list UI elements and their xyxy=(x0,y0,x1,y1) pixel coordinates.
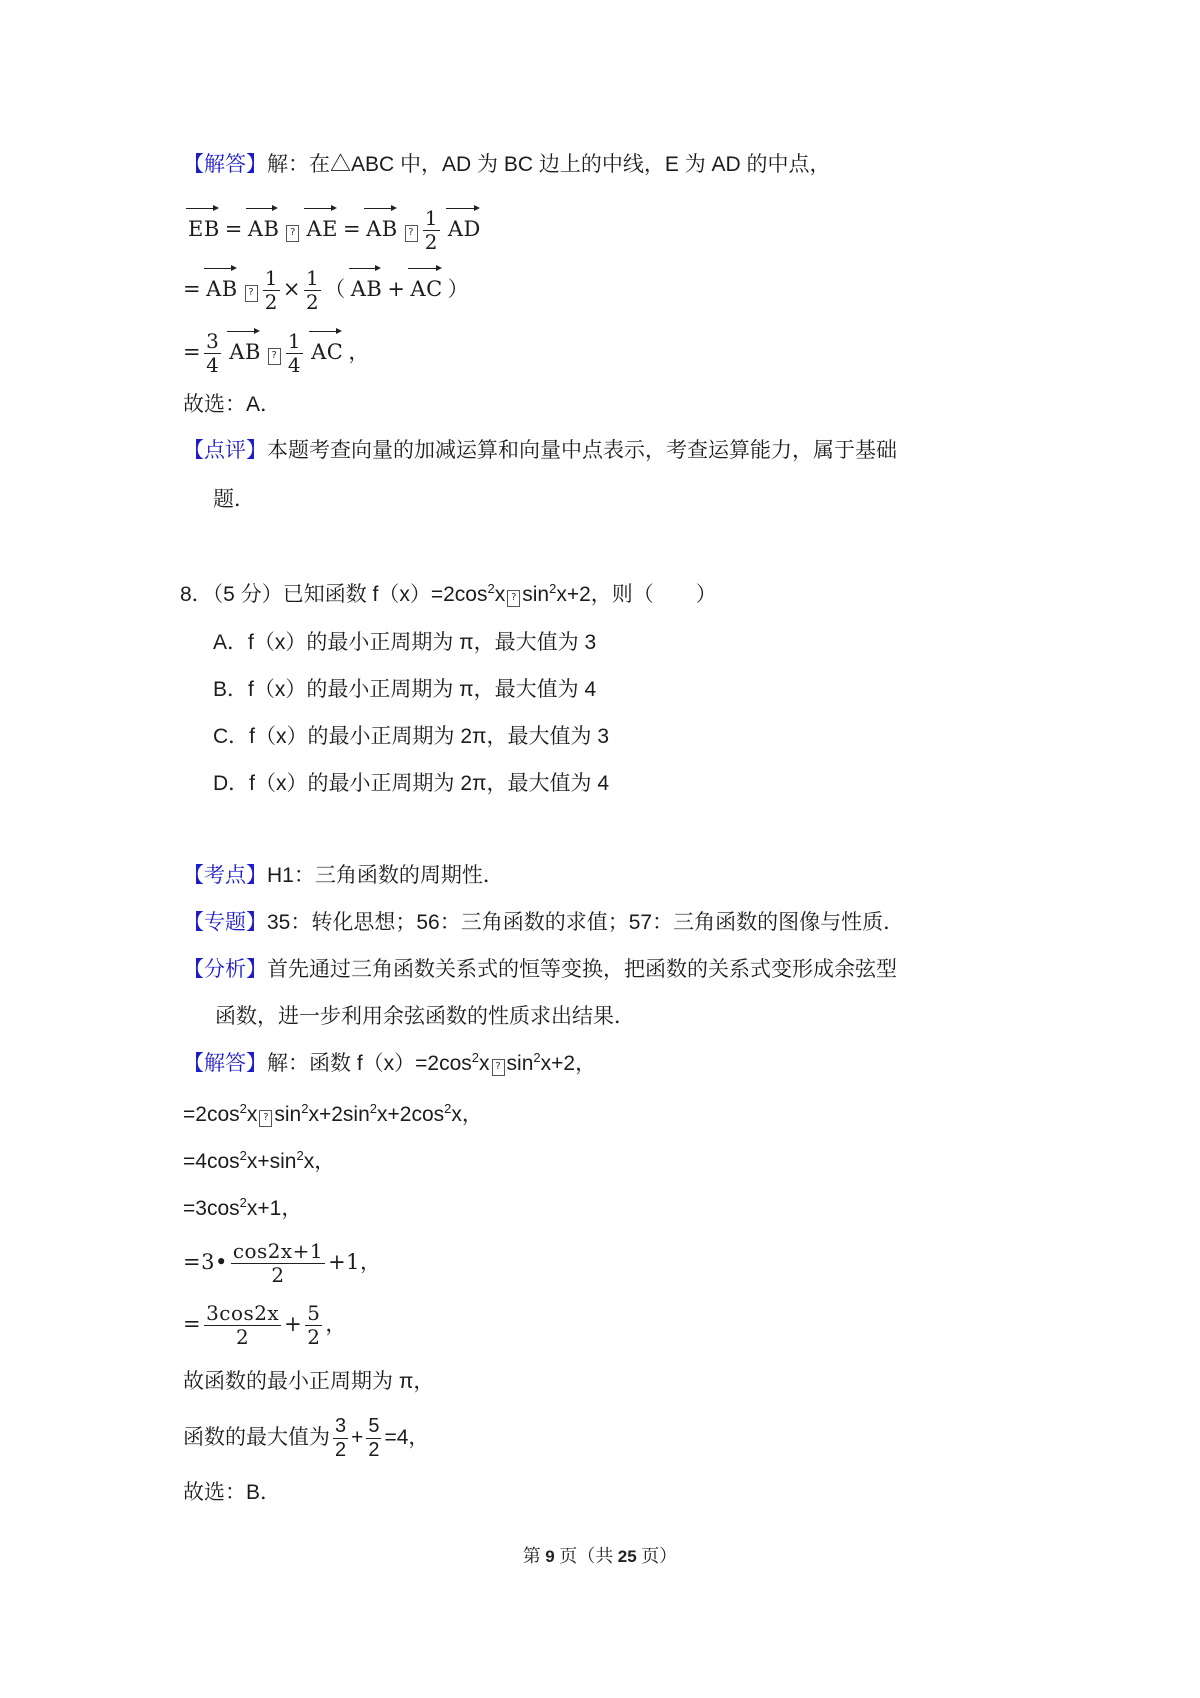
question8-option-b: B．f（x）的最小正周期为 π，最大值为 4 xyxy=(213,678,597,701)
missing-glyph-box: ? xyxy=(405,225,418,242)
solution7-comment-line-2: 题． xyxy=(213,488,255,511)
question8-period-text: 故函数的最小正周期为 π， xyxy=(183,1370,435,1393)
superscript: 2 xyxy=(296,1148,304,1163)
fraction: $\frac{1}{4}$ xyxy=(287,329,302,377)
solution7-vector-formula-3: = $\frac{3}{4}$ AB ? $\frac{1}{4}$ AC ， xyxy=(183,329,370,377)
comment-text: 本题考查向量的加减运算和向量中点表示，考查运算能力，属于基础 xyxy=(267,439,897,462)
footer-text-prefix: 第 xyxy=(522,1546,546,1566)
fraction: $\frac{3}{2}$ xyxy=(335,1415,347,1461)
vector-arrow-AC: AC xyxy=(408,265,444,304)
question8-jieda-line xyxy=(183,1049,596,1079)
superscript: 2 xyxy=(301,1101,309,1116)
missing-glyph-box: ? xyxy=(268,348,281,365)
question8-option-c: C．f（x）的最小正周期为 2π，最大值为 3 xyxy=(213,725,610,748)
question8-fenxi-line xyxy=(183,955,897,985)
question8-option-a: A．f（x）的最小正周期为 π，最大值为 3 xyxy=(213,631,597,654)
fraction: $\frac{5}{2}$ xyxy=(307,1301,321,1349)
question8-zhuanti-line xyxy=(183,908,904,938)
solution7-comment-line xyxy=(183,436,897,466)
answer-label: 【解答】 xyxy=(183,153,267,176)
footer-total-pages: 25 xyxy=(617,1547,637,1566)
kaodian-text: H1：三角函数的周期性． xyxy=(267,864,504,887)
comment-label: 【点评】 xyxy=(183,439,267,462)
superscript: 2 xyxy=(369,1101,378,1116)
solution7-answer-line xyxy=(183,150,831,180)
footer-text-mid: 页（共 xyxy=(554,1546,618,1566)
missing-glyph-box: ? xyxy=(492,1059,505,1076)
page-footer xyxy=(0,1542,1200,1568)
question8-option-d: D．f（x）的最小正周期为 2π，最大值为 4 xyxy=(213,772,610,795)
kaodian-label: 【考点】 xyxy=(183,864,267,887)
zhuanti-text: 35：转化思想；56：三角函数的求值；57：三角函数的图像与性质． xyxy=(267,911,905,934)
fraction: $\frac{1}{2}$ xyxy=(264,266,278,314)
answer-intro-text: 解：在△ABC 中，AD 为 BC 边上的中线，E 为 AD 的中点， xyxy=(267,153,831,176)
question8-eq-2: $=4\cos^2x+\sin^2x$， xyxy=(183,1148,336,1173)
superscript: 2 xyxy=(471,1050,480,1065)
jieda-intro: 解：函数 $f(x)=2\cos^2x$ ? $\sin^2x+2$， xyxy=(267,1050,597,1075)
missing-glyph-box: ? xyxy=(259,1110,272,1127)
question8-eq-3: $=3\cos^2x+1$， xyxy=(183,1195,303,1220)
fraction: $\frac{3\cos 2x}{2}$ xyxy=(206,1301,280,1349)
superscript: 2 xyxy=(444,1101,452,1116)
question8-max-text: 函数的最大值为 $\frac{3}{2}$ + $\frac{5}{2}$ =4， xyxy=(183,1415,430,1461)
question8-eq-4: =3• $\frac{\cos 2x+1}{2}$ +1， xyxy=(183,1239,382,1287)
solution7-vector-formula-1: EB = AB ? AE = AB ? $\frac{1}{2}$ AD xyxy=(188,206,481,254)
question8-stem: 8．（5 分）已知函数 $f(x)=2\cos^2x$ ? $\sin^2x+2$，则（ ） xyxy=(180,581,717,606)
superscript: 2 xyxy=(239,1148,247,1163)
missing-glyph-box: ? xyxy=(286,225,299,242)
zhuanti-label: 【专题】 xyxy=(183,911,267,934)
superscript: 2 xyxy=(239,1101,247,1116)
fenxi-text: 首先通过三角函数关系式的恒等变换，把函数的关系式变形成余弦型 xyxy=(267,958,897,981)
question8-kaodian-line xyxy=(183,861,504,891)
superscript: 2 xyxy=(487,581,495,596)
vector-arrow-AB: AB xyxy=(227,328,263,367)
fraction: $\frac{\cos 2x+1}{2}$ xyxy=(232,1239,324,1287)
vector-arrow-AC: AC xyxy=(309,328,345,367)
question8-eq-5: = $\frac{3\cos 2x}{2}$ + $\frac{5}{2}$ ， xyxy=(183,1301,347,1349)
vector-arrow-AB: AB xyxy=(364,205,400,244)
footer-page-number: 9 xyxy=(545,1547,555,1566)
fraction: $\frac{5}{2}$ xyxy=(368,1415,380,1461)
question8-eq-1: $=2\cos^2x$ ? $\sin^2x+2\sin^2x+2\cos^2x$， xyxy=(183,1101,483,1126)
superscript: 2 xyxy=(533,1050,541,1065)
superscript: 2 xyxy=(549,581,557,596)
vector-arrow-AB: AB xyxy=(349,265,385,304)
fraction: $\frac{1}{2}$ xyxy=(306,266,320,314)
fenxi-label: 【分析】 xyxy=(183,958,267,981)
missing-glyph-box: ? xyxy=(245,285,258,302)
solution7-vector-formula-2: = AB ? $\frac{1}{2}$ × $\frac{1}{2}$ （ AB + AC ） xyxy=(183,266,470,314)
vector-arrow-AB: AB xyxy=(246,205,282,244)
missing-glyph-box: ? xyxy=(507,590,520,607)
question8-conclusion: 故选：B． xyxy=(183,1481,282,1504)
fraction: $\frac{1}{2}$ xyxy=(424,206,438,254)
superscript: 2 xyxy=(239,1195,247,1210)
solution7-conclusion: 故选：A． xyxy=(183,393,282,416)
fraction: $\frac{3}{4}$ xyxy=(206,329,220,377)
jieda-label: 【解答】 xyxy=(183,1052,267,1075)
question8-fenxi-line-2: 函数，进一步利用余弦函数的性质求出结果． xyxy=(215,1005,635,1028)
footer-text-suffix: 页） xyxy=(636,1546,678,1566)
vector-arrow-AE: AE xyxy=(304,205,340,244)
vector-arrow-AB: AB xyxy=(204,265,240,304)
vector-arrow-AD: AD xyxy=(446,205,483,244)
vector-arrow-EB: EB xyxy=(186,205,222,244)
